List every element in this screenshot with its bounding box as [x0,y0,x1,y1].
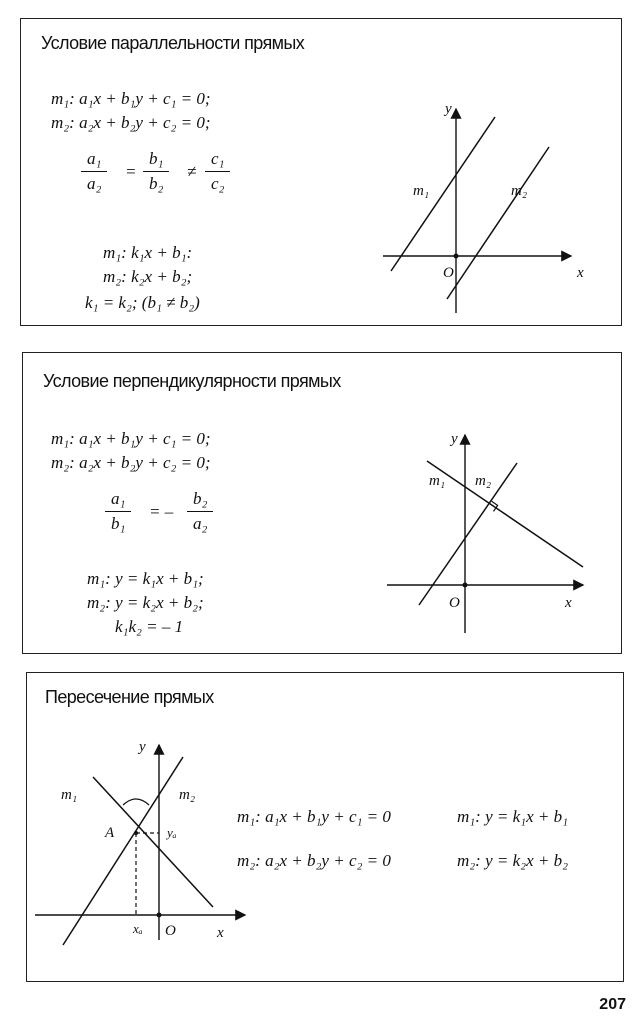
m2-label: m₂ [475,473,492,489]
perpendicular-graph [373,423,613,643]
perpendicular-panel [22,352,622,654]
parallel-op-eq: = [125,162,137,181]
parallel-panel [20,18,622,326]
origin-point [157,913,162,918]
origin-point [463,583,468,588]
parallel-frac-a: $\frac{\text{a₁}}{\text{a₂}}$ [81,149,107,194]
intersection-eq-m2: m₂: a₂x + b₂y + c₂ = 0 [237,851,391,870]
parallel-eq-m2: m₂: a₂x + b₂y + c₂ = 0; [51,113,211,132]
x-label: x [577,265,584,281]
line-m1 [391,117,495,271]
x-label: x [565,595,572,611]
perpendicular-frac-b: $\frac{\text{b₂}}{\text{a₂}}$ [187,489,213,534]
perpendicular-slope-m2: m₂: y = k₂x + b₂; [87,593,204,612]
perpendicular-title: Условие перпендикулярности прямых [43,371,341,391]
ya-label: yₐ [167,825,177,840]
m2-label: m₂ [179,787,196,803]
perpendicular-eq-m2: m₂: a₂x + b₂y + c₂ = 0; [51,453,211,472]
parallel-frac-b: $\frac{\text{b₁}}{\text{b₂}}$ [143,149,169,194]
point-a [134,831,138,835]
parallel-slope-cond: k₁ = k₂; (b₁ ≠ b₂) [85,293,200,312]
m1-label: m₁ [429,473,446,489]
parallel-op-neq: ≠ [187,162,197,181]
m2-label: m₂ [511,183,528,199]
perpendicular-op-eq: = – [149,502,174,521]
origin-label: O [449,595,460,611]
perpendicular-slope-cond: k₁k₂ = – 1 [115,617,184,636]
m1-label: m₁ [61,787,78,803]
intersection-graph [35,735,250,955]
perpendicular-eq-m1: m₁: a₁x + b₁y + c₁ = 0; [51,429,211,448]
parallel-slope-m1: m₁: k₁x + b₁: [103,243,193,262]
y-label: y [139,739,146,755]
a-label: A [105,825,115,841]
parallel-frac-c: $\frac{\text{c₁}}{\text{c₂}}$ [205,149,230,194]
line-m2 [63,757,183,945]
parallel-graph [371,89,611,319]
m1-label: m₁ [413,183,430,199]
parallel-eq-m1: m₁: a₁x + b₁y + c₁ = 0; [51,89,211,108]
origin-point [454,254,459,259]
page-number: 207 [599,996,626,1013]
origin-label: O [165,923,176,939]
origin-label: O [443,265,454,281]
intersection-eq-m1: m₁: a₁x + b₁y + c₁ = 0 [237,807,391,826]
y-label: y [451,431,458,447]
intersection-slope-m1: m₁: y = k₁x + b₁ [457,807,568,826]
perpendicular-frac-a: $\frac{\text{a₁}}{\text{b₁}}$ [105,489,131,534]
intersection-panel [26,672,624,982]
parallel-title: Условие параллельности прямых [41,33,305,53]
perpendicular-slope-m1: m₁: y = k₁x + b₁; [87,569,204,588]
intersection-slope-m2: m₂: y = k₂x + b₂ [457,851,568,870]
line-m2 [447,147,549,299]
angle-arc [123,799,149,805]
intersection-title: Пересечение прямых [45,687,214,707]
x-label: x [217,925,224,941]
y-label: y [445,101,452,117]
line-m1 [427,461,583,567]
parallel-slope-m2: m₂: k₂x + b₂; [103,267,193,286]
xa-label: xₐ [133,921,143,936]
